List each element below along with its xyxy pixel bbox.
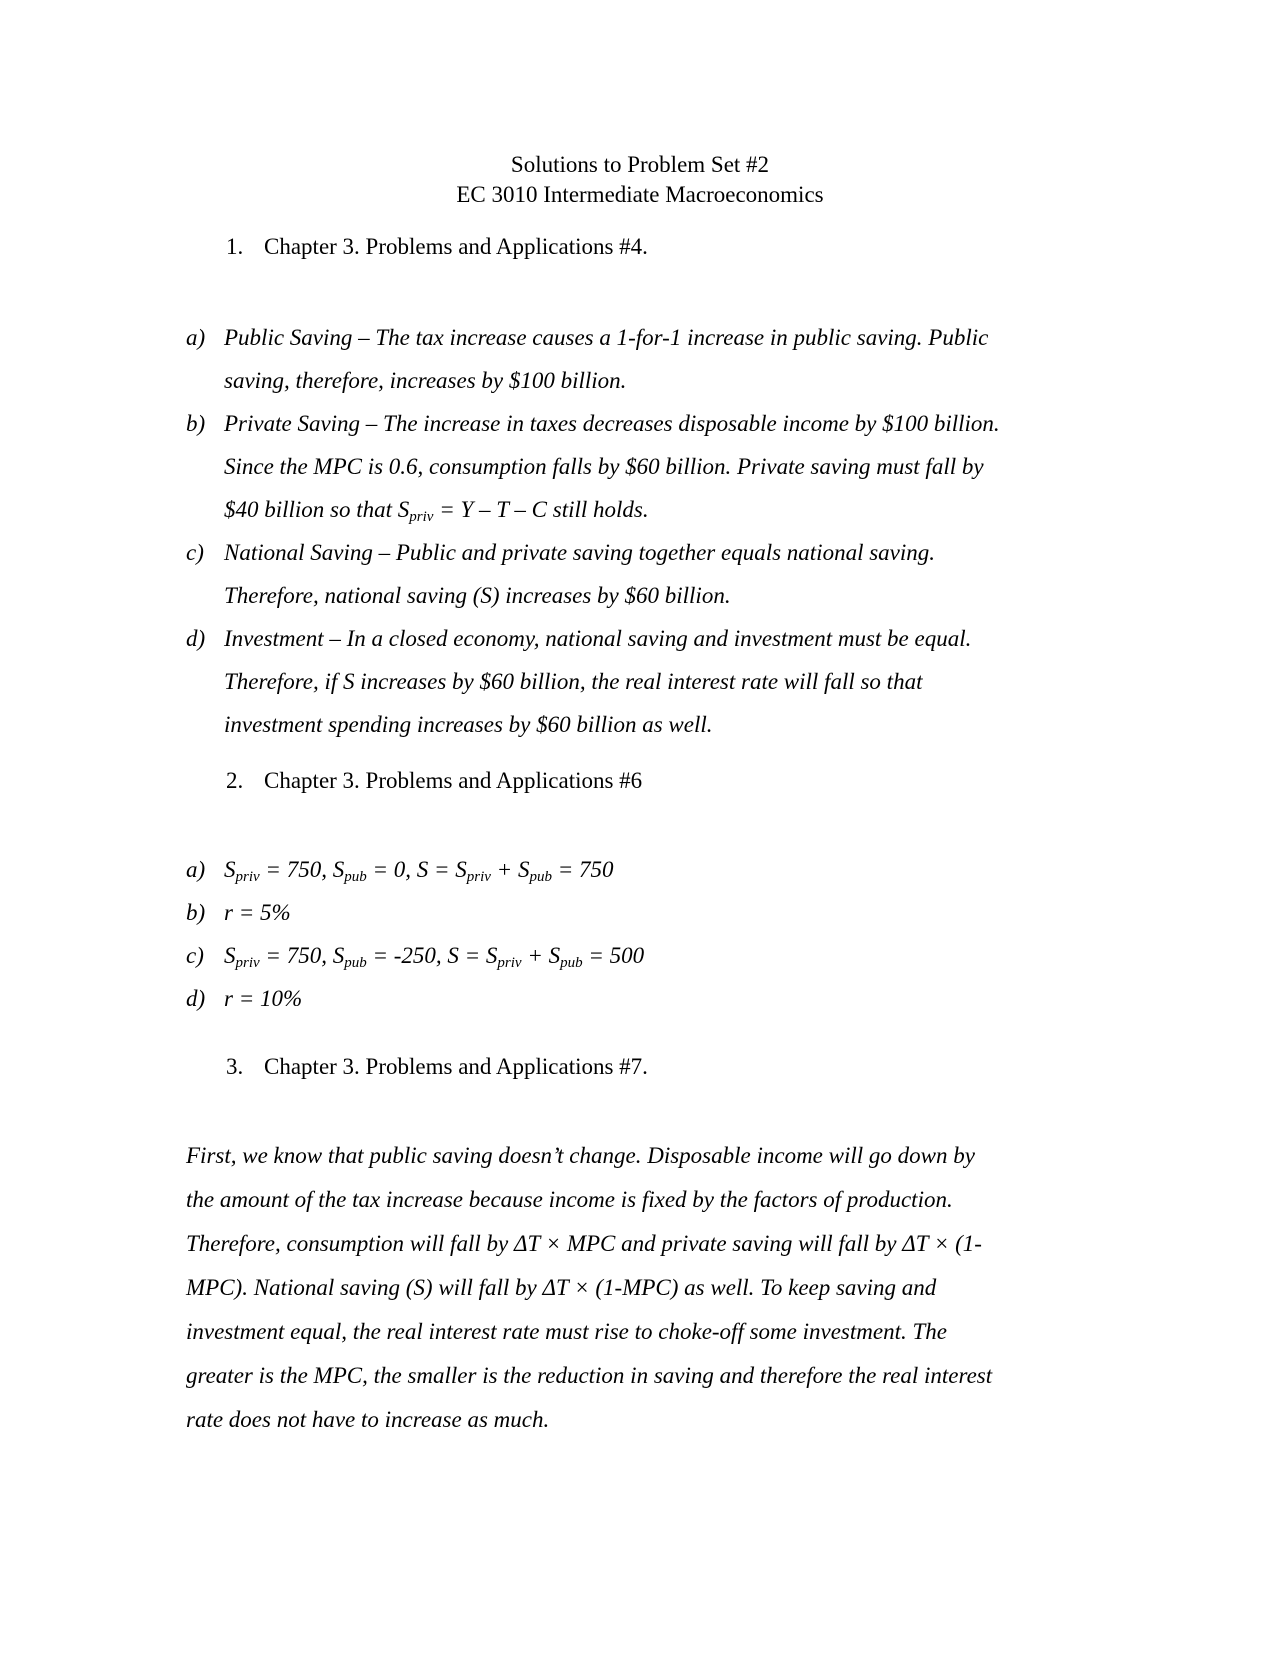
problem-2-heading <box>226 768 642 794</box>
answer-line <box>224 934 1106 977</box>
problem-3-heading-text: Chapter 3. Problems and Applications #7. <box>264 1054 648 1079</box>
answer-line: r = 5% <box>224 900 291 925</box>
problem-2-heading-text: Chapter 3. Problems and Applications #6 <box>264 768 643 793</box>
answer-line: r = 10% <box>224 986 303 1011</box>
paragraph-line: First, we know that public saving doesn’t change. Disposable income will go down by <box>186 1143 975 1168</box>
answer-line <box>224 488 1106 531</box>
answer-text: = 750 <box>551 857 614 882</box>
subscript-priv: priv <box>409 509 434 525</box>
problem-1-number: 1. <box>226 234 244 259</box>
paragraph-line: rate does not have to increase as much. <box>186 1407 550 1432</box>
answer-line: Private Saving – The increase in taxes decreases disposable income by $100 billion. <box>224 411 1000 436</box>
paragraph-line: investment equal, the real interest rate must rise to choke-off some investment. The <box>186 1319 947 1344</box>
answer-text: = 500 <box>582 943 645 968</box>
problem-3-number: 3. <box>226 1054 244 1079</box>
item-marker: d) <box>186 986 206 1011</box>
paragraph-line: Therefore, consumption will fall by ΔT × MPC and private saving will fall by ΔT × (1- <box>186 1231 982 1256</box>
document-title <box>0 150 1280 210</box>
problem-2-answers <box>186 848 1106 1020</box>
subscript-priv: priv <box>235 955 260 971</box>
answer-line: Therefore, national saving (S) increases by $60 billion. <box>224 583 731 608</box>
item-marker: a) <box>186 857 206 882</box>
list-item <box>186 977 1106 1020</box>
answer-line: Investment – In a closed economy, national saving and investment must be equal. <box>224 626 972 651</box>
title-line-2: EC 3010 Intermediate Macroeconomics <box>456 182 824 207</box>
item-marker: b) <box>186 411 206 436</box>
item-marker: a) <box>186 325 206 350</box>
list-item <box>186 316 1106 402</box>
list-item <box>186 934 1106 977</box>
list-item <box>186 531 1106 617</box>
problem-3-answer <box>186 1134 1086 1442</box>
problem-3-heading <box>226 1054 648 1080</box>
answer-line <box>224 848 1106 891</box>
answer-line: saving, therefore, increases by $100 billion. <box>224 368 627 393</box>
answer-text: + S <box>521 943 561 968</box>
paragraph-line: MPC). National saving (S) will fall by ΔT × (1-MPC) as well. To keep saving and <box>186 1275 937 1300</box>
list-item <box>186 402 1106 531</box>
answer-line: Therefore, if S increases by $60 billion, the real interest rate will fall so that <box>224 669 923 694</box>
answer-text: + S <box>490 857 530 882</box>
item-marker: d) <box>186 626 206 651</box>
subscript-priv: priv <box>235 869 260 885</box>
answer-text: = -250, S = S <box>366 943 498 968</box>
answer-text: $40 billion so that S <box>224 497 410 522</box>
subscript-pub: pub <box>560 955 583 971</box>
problem-1-answers <box>186 316 1106 746</box>
answer-line: Since the MPC is 0.6, consumption falls by $60 billion. Private saving must fall by <box>224 454 984 479</box>
list-item <box>186 848 1106 891</box>
paragraph-line: the amount of the tax increase because income is fixed by the factors of production. <box>186 1187 953 1212</box>
subscript-pub: pub <box>529 869 552 885</box>
answer-text: = 750, S <box>259 943 345 968</box>
title-line-1: Solutions to Problem Set #2 <box>510 152 770 177</box>
paragraph-line: greater is the MPC, the smaller is the reduction in saving and therefore the real interest <box>186 1363 993 1388</box>
answer-line: investment spending increases by $60 billion as well. <box>224 712 713 737</box>
answer-line: Public Saving – The tax increase causes a 1-for-1 increase in public saving. Public <box>224 325 989 350</box>
problem-1-heading <box>226 234 648 260</box>
answer-text: = Y – T – C still holds. <box>433 497 649 522</box>
answer-text: = 0, S = S <box>366 857 467 882</box>
answer-line: National Saving – Public and private saving together equals national saving. <box>224 540 936 565</box>
problem-2-number: 2. <box>226 768 244 793</box>
list-item <box>186 891 1106 934</box>
problem-1-heading-text: Chapter 3. Problems and Applications #4. <box>264 234 648 259</box>
subscript-priv: priv <box>466 869 491 885</box>
subscript-pub: pub <box>344 955 367 971</box>
item-marker: c) <box>186 540 204 565</box>
answer-text: S <box>224 943 236 968</box>
list-item <box>186 617 1106 746</box>
item-marker: b) <box>186 900 206 925</box>
answer-text: S <box>224 857 236 882</box>
subscript-priv: priv <box>497 955 522 971</box>
subscript-pub: pub <box>344 869 367 885</box>
item-marker: c) <box>186 943 204 968</box>
answer-text: = 750, S <box>259 857 345 882</box>
